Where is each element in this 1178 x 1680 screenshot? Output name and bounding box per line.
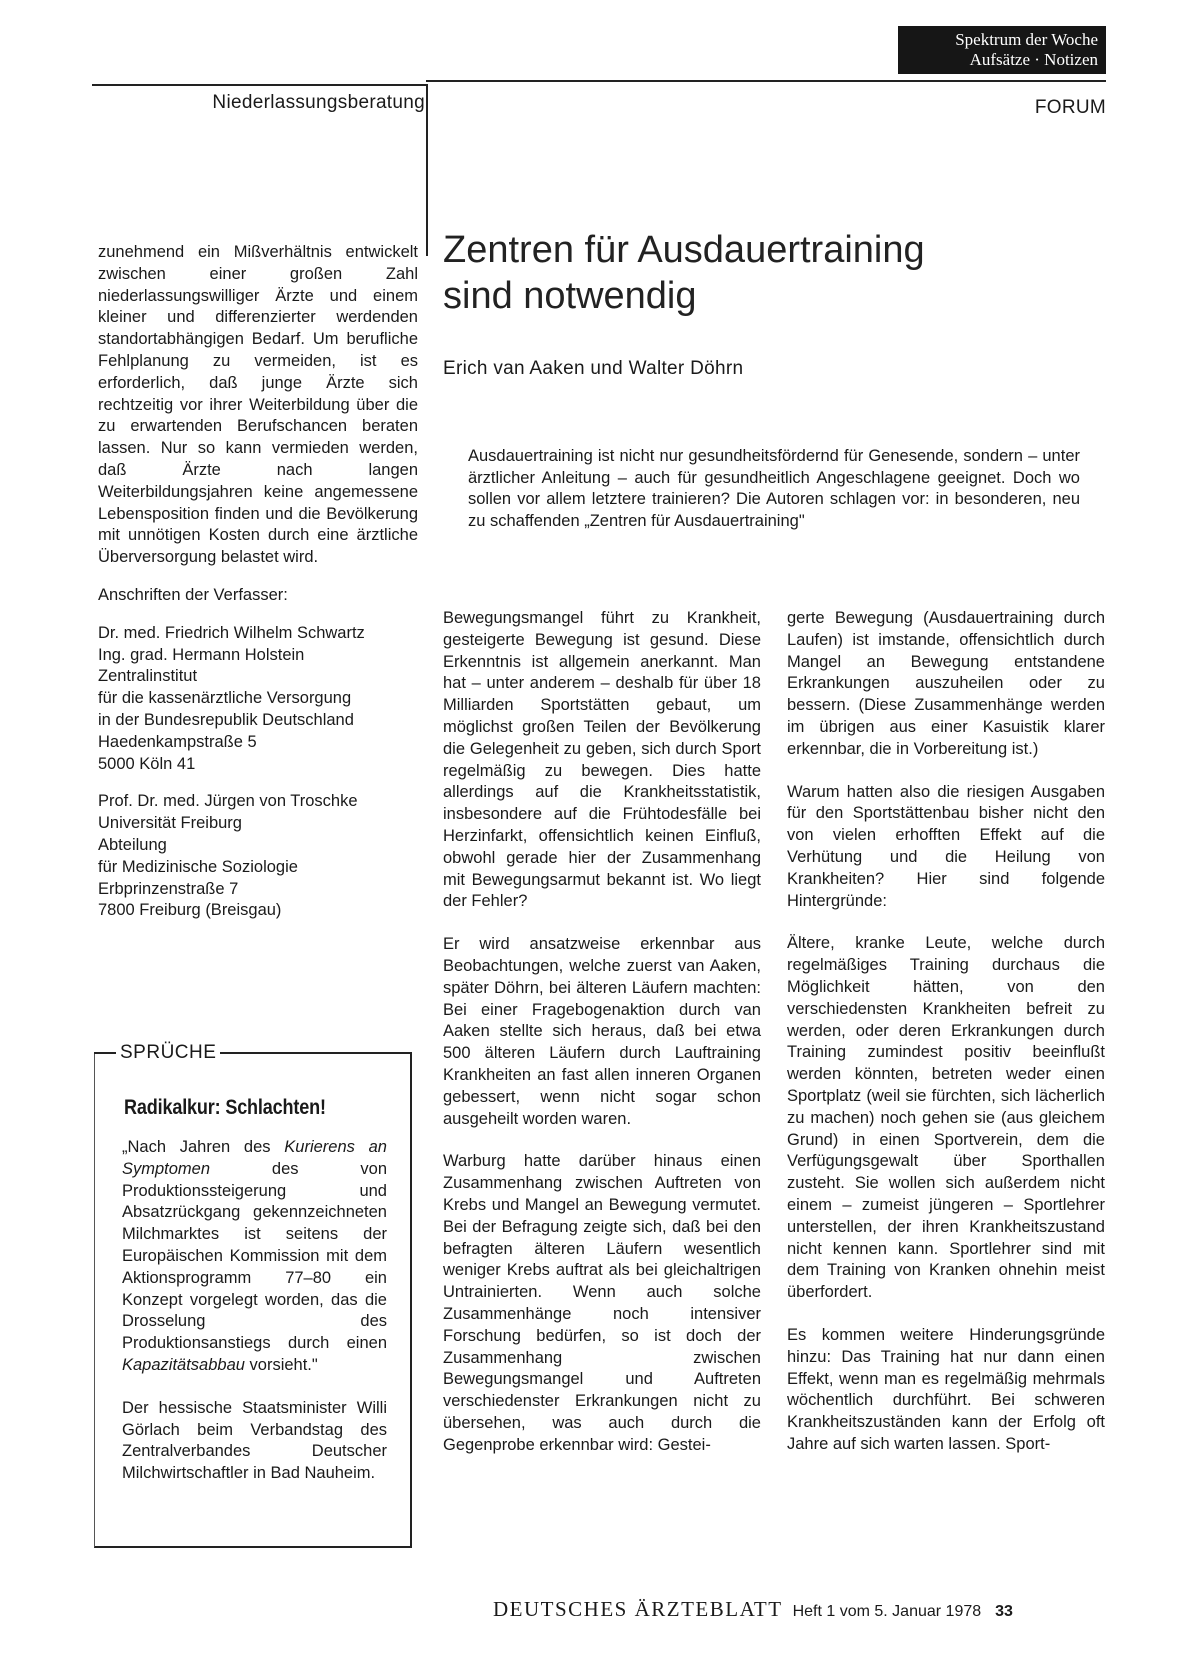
address-line: in der Bundesrepublik Deutschland (98, 710, 354, 729)
article-abstract: Ausdauertraining ist nicht nur gesundheitsfördernd für Genesende, sondern – unter ärztlicher Anleitung – auch für gesundheitlich Angeschlagene geeignet. Doch wo sollen vor allem letztere trainieren? Die Autoren schlagen vor: in besonderen, neu zu schaffenden „Zentren für Ausdauertraining" (468, 447, 1080, 531)
sprueche-label: SPRÜCHE (116, 1042, 220, 1064)
article-authors: Erich van Aaken und Walter Döhrn (443, 358, 744, 379)
badge-line-1: Spektrum der Woche (955, 30, 1098, 49)
sprueche-source: Der hessische Staatsminister Willi Görlach beim Verbandstag des Zentralverbandes Deutscher Milchwirtschaftler in Bad Nauheim. (122, 1398, 387, 1483)
address-line: für Medizinische Soziologie (98, 857, 298, 876)
article-paragraph: Warburg hatte darüber hinaus einen Zusammenhang zwischen Auftreten von Krebs und Mangel an Bewegung vermutet. Bei der Befragung zeigte sich, daß bei den befragten älteren Läufern wesentlich weniger Krebs auftrat als bei gleichaltrigen Untrainierten. Wenn auch solche Zusammenhänge noch intensiver Forschung bedürfen, so ist doch der Zusammenhang zwischen Bewegungsmangel und Auftreten verschiedenster Erkrankungen nicht zu übersehen, was auch durch die Gegenprobe erkennbar wird: Gestei- (443, 1152, 761, 1454)
address-line: Abteilung (98, 835, 167, 854)
section-title-left: Niederlassungsberatung (212, 92, 425, 113)
badge-line-2: Aufsätze · Notizen (969, 50, 1098, 69)
sprueche-body (122, 1137, 387, 1506)
article-paragraph: Es kommen weitere Hinderungsgründe hinzu: Das Training hat nur dann einen Effekt, wenn man es regelmäßig mehrmals wöchentlich durchführt. Bei schweren Krankheitszuständen kann der Erfolg oft Jahre auf sich warten lassen. Sport- (787, 1325, 1105, 1453)
address-line: Zentralinstitut (98, 667, 198, 686)
journal-masthead: DEUTSCHES ÄRZTEBLATT (493, 1597, 783, 1621)
section-badge (898, 26, 1106, 74)
article-paragraph: gerte Bewegung (Ausdauertraining durch Laufen) ist imstande, offensichtlich durch Mangel an Bewegung entstandene Erkrankungen auszuheilen oder zu bessern. (Diese Zusammenhänge werden im übrigen aus einer Kasuistik klarer erkennbar, die in Vorbereitung ist.) (787, 609, 1105, 758)
address-line: Dr. med. Friedrich Wilhelm Schwartz (98, 623, 365, 642)
address-line: Erbprinzenstraße 7 (98, 879, 239, 898)
article-paragraph: Er wird ansatzweise erkennbar aus Beobachtungen, welche zuerst van Aaken, später Döhrn, bei älteren Läufern machten: Bei einer Fragebogenaktion durch van Aaken stellte sich heraus, daß bei etwa 500 älteren Läufern durch Lauftraining Krankheiten an fast allen inneren Organen gebessert, wenn nicht sogar schon ausgeheilt worden waren. (443, 935, 761, 1128)
article-column-middle (443, 608, 761, 1477)
address-line: Universität Freiburg (98, 814, 242, 833)
article-paragraph: Warum hatten also die riesigen Ausgaben für den Sportstättenbau bisher nicht den von vielen erhofften Effekt auf die Verhütung und die Heilung von Krankheiten? Hier sind folgende Hintergründe: (787, 782, 1105, 910)
page-number: 33 (995, 1603, 1013, 1620)
continuation-paragraph: zunehmend ein Mißverhältnis entwickelt zwischen einer großen Zahl niederlassungswilliger Ärzte und einem kleiner und differenzierter werdenden standortabhängigen Bedarf. Um berufliche Fehlplanung zu vermeiden, ist es erforderlich, daß junge Ärzte sich rechtzeitig vor ihrer Weiterbildung über die zu erwartenden Berufschancen beraten lassen. Nur so kann vermieden werden, daß Ärzte nach langen Weiterbildungsjahren keine angemessene Lebensposition finden und die Bevölkerung mit unnötigen Kosten durch eine ärztliche Überversorgung belastet wird. (98, 243, 418, 567)
sprueche-quote: „Nach Jahren des Kurierens an Symptomen des von Produktionssteigerung und Absatzrückgang gekennzeichneten Milchmarktes ist seitens der Europäischen Kommission mit dem Aktionsprogramm 77–80 ein Konzept vorgelegt worden, das die Drosselung des Produktionsanstiegs durch einen Kapazitätsabbau vorsieht." (122, 1138, 387, 1374)
issue-info: Heft 1 vom 5. Januar 1978 (792, 1603, 982, 1620)
article-title-line-1: Zentren für Ausdauertraining (443, 229, 925, 271)
column-divider (426, 84, 428, 256)
page-footer (493, 1597, 1111, 1622)
header-rule-right (426, 80, 1106, 82)
left-column (98, 242, 418, 922)
address-line: Ing. grad. Hermann Holstein (98, 645, 305, 664)
article-paragraph: Bewegungsmangel führt zu Krankheit, gesteigerte Bewegung ist gesund. Diese Erkenntnis ist allgemein anerkannt. Man hat – unter anderem – deshalb für über 18 Milliarden Sportstätten gebaut, um möglichst großen Teilen der Bevölkerung die Gelegenheit zu geben, sich durch Sport regelmäßig zu bewegen. Dies hatte allerdings auf die Krankheitsstatistik, insbesondere auf die Frühtodesfälle bei Herzinfarkt, offensichtlich keinen Einfluß, obwohl gerade hier der Zusammenhang mit Bewegungsarmut bekannt ist. Wo liegt der Fehler? (443, 609, 761, 911)
address-line: für die kassenärztliche Versorgung (98, 689, 352, 708)
article-column-right (787, 608, 1105, 1477)
address-line: Prof. Dr. med. Jürgen von Troschke (98, 792, 358, 811)
article-title (443, 227, 1063, 319)
header-rule-left (92, 84, 426, 86)
article-title-line-2: sind notwendig (443, 275, 697, 317)
article-paragraph: Ältere, kranke Leute, welche durch regelmäßiges Training durchaus die Möglichkeit hätten, von den verschiedensten Krankheiten befreit zu werden, oder deren Erkrankungen durch Training zumindest positiv beeinflußt werden könnten, betreten weder einen Sportplatz (weil sie fürchten, sich lächerlich zu machen) noch gehen sie (aus gleichem Grund) in einen Sportverein, dem die Verfügungsgewalt über Sporthallen zusteht. Sie wollen sich außerdem nicht einem – zumeist jüngeren – Sportlehrer unterstellen, der ihren Krankheitszustand nicht kennen kann. Sportlehrer sind mit dem Training von Kranken ohnehin meist überfordert. (787, 934, 1105, 1302)
sprueche-headline: Radikalkur: Schlachten! (124, 1096, 326, 1119)
address-block (98, 585, 418, 922)
address-line: 7800 Freiburg (Breisgau) (98, 901, 282, 920)
address-line: 5000 Köln 41 (98, 754, 196, 773)
section-title-right: FORUM (1034, 97, 1106, 118)
address-line: Haedenkampstraße 5 (98, 732, 257, 751)
address-heading: Anschriften der Verfasser: (98, 585, 288, 604)
